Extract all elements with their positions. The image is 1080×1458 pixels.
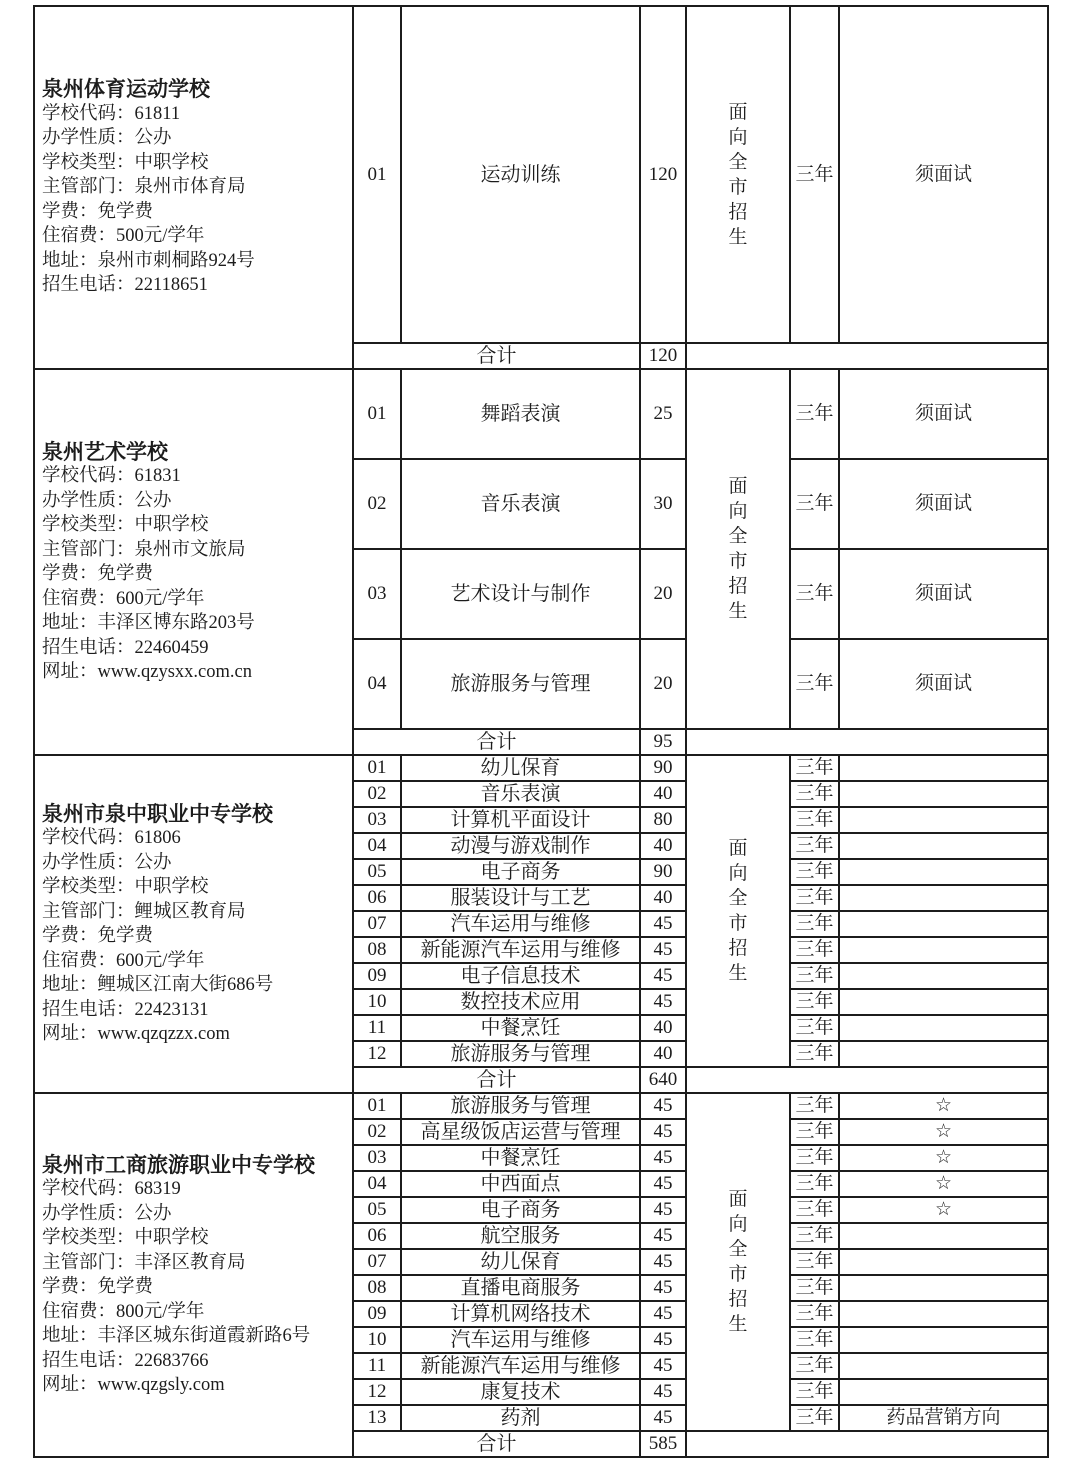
enrollment-count-cell: 45: [640, 1301, 686, 1327]
enrollment-count-cell: 45: [640, 1353, 686, 1379]
recruitment-scope-text: 面向全市招生: [728, 101, 748, 248]
enrollment-count-cell: 40: [640, 1015, 686, 1041]
duration-cell: 三年: [790, 937, 839, 963]
enrollment-count-cell: 45: [640, 1249, 686, 1275]
program-name-cell: 运动训练: [401, 6, 640, 343]
enrollment-count-cell: 45: [640, 989, 686, 1015]
program-name-cell: 计算机平面设计: [401, 807, 640, 833]
program-number-cell: 09: [353, 963, 401, 989]
enrollment-count-cell: 40: [640, 885, 686, 911]
school-info-line: 地址：泉州市刺桐路924号: [42, 250, 255, 271]
school-info-cell: [34, 1093, 353, 1457]
school-info-line: 网址：www.qzysxx.com.cn: [42, 662, 252, 682]
total-label-cell: 合计: [353, 1431, 640, 1457]
school-info-line: 学校类型：中职学校: [42, 152, 209, 173]
program-name-cell: 旅游服务与管理: [401, 1093, 640, 1119]
program-row: [34, 755, 1048, 781]
note-cell: [839, 755, 1048, 781]
duration-cell: 三年: [790, 1301, 839, 1327]
enrollment-count-cell: 45: [640, 963, 686, 989]
note-cell: [839, 989, 1048, 1015]
duration-cell: 三年: [790, 639, 839, 729]
note-cell: [839, 807, 1048, 833]
note-cell: [839, 885, 1048, 911]
recruitment-scope-text: 面向全市招生: [728, 476, 748, 622]
school-info-line: 招生电话：22683766: [42, 1350, 209, 1371]
duration-cell: 三年: [790, 1093, 839, 1119]
note-cell: ☆: [839, 1093, 1048, 1119]
school-info-line: 学校代码：61806: [42, 828, 181, 848]
program-number-cell: 08: [353, 1275, 401, 1301]
school-info-line: 招生电话：22423131: [42, 999, 209, 1020]
note-cell: [839, 1353, 1048, 1379]
school-info-line: 学校类型：中职学校: [42, 1228, 209, 1248]
school-info-line: 办学性质：公办: [42, 490, 172, 511]
program-number-cell: 01: [353, 6, 401, 343]
duration-cell: 三年: [790, 1171, 839, 1197]
total-label-cell: 合计: [353, 343, 640, 369]
program-name-cell: 数控技术应用: [401, 989, 640, 1015]
program-number-cell: 06: [353, 1223, 401, 1249]
duration-cell: 三年: [790, 885, 839, 911]
note-cell: 须面试: [839, 6, 1048, 343]
program-number-cell: 10: [353, 989, 401, 1015]
school-info-cell: [34, 6, 353, 369]
duration-cell: 三年: [790, 1379, 839, 1405]
program-name-cell: 幼儿保育: [401, 755, 640, 781]
school-name: 泉州市工商旅游职业中专学校: [42, 1152, 315, 1177]
note-cell: [839, 1041, 1048, 1067]
note-cell: [839, 1327, 1048, 1353]
note-cell: 须面试: [839, 639, 1048, 729]
program-row: [34, 369, 1048, 459]
duration-cell: 三年: [790, 459, 839, 549]
program-name-cell: 中西面点: [401, 1171, 640, 1197]
enrollment-count-cell: 45: [640, 937, 686, 963]
school-info-line: 住宿费：600元/学年: [42, 588, 205, 609]
school-name: 泉州艺术学校: [42, 439, 168, 464]
enrollment-count-cell: 90: [640, 755, 686, 781]
enrollment-count-cell: 45: [640, 1093, 686, 1119]
program-number-cell: 03: [353, 549, 401, 639]
recruitment-scope-cell: [686, 369, 790, 729]
note-cell: ☆: [839, 1197, 1048, 1223]
enrollment-count-cell: 25: [640, 369, 686, 459]
program-number-cell: 13: [353, 1405, 401, 1431]
program-name-cell: 艺术设计与制作: [401, 549, 640, 639]
recruitment-scope-text: 面向全市招生: [728, 838, 748, 984]
program-number-cell: 02: [353, 459, 401, 549]
program-number-cell: 02: [353, 1119, 401, 1145]
program-number-cell: 12: [353, 1041, 401, 1067]
enrollment-count-cell: 20: [640, 549, 686, 639]
enrollment-count-cell: 40: [640, 1041, 686, 1067]
duration-cell: 三年: [790, 755, 839, 781]
program-number-cell: 01: [353, 369, 401, 459]
total-empty-cell: [686, 343, 1048, 369]
duration-cell: 三年: [790, 911, 839, 937]
duration-cell: 三年: [790, 1353, 839, 1379]
school-info-line: 地址：鲤城区江南大街686号: [42, 975, 274, 995]
total-count-cell: 640: [640, 1067, 686, 1093]
enrollment-count-cell: 45: [640, 1145, 686, 1171]
school-info-line: 办学性质：公办: [42, 1203, 172, 1224]
total-count-cell: 95: [640, 729, 686, 755]
total-label-cell: 合计: [353, 1067, 640, 1093]
school-info-line: 办学性质：公办: [42, 852, 172, 873]
duration-cell: 三年: [790, 1249, 839, 1275]
school-info-line: 学费：免学费: [42, 201, 154, 222]
program-number-cell: 07: [353, 911, 401, 937]
school-info-line: 学校类型：中职学校: [42, 877, 209, 897]
duration-cell: 三年: [790, 1275, 839, 1301]
program-name-cell: 汽车运用与维修: [401, 911, 640, 937]
enrollment-count-cell: 40: [640, 833, 686, 859]
program-name-cell: 康复技术: [401, 1379, 640, 1405]
enrollment-count-cell: 90: [640, 859, 686, 885]
duration-cell: 三年: [790, 963, 839, 989]
program-number-cell: 07: [353, 1249, 401, 1275]
note-cell: [839, 911, 1048, 937]
program-number-cell: 04: [353, 1171, 401, 1197]
total-count-cell: 120: [640, 343, 686, 369]
program-number-cell: 11: [353, 1353, 401, 1379]
school-info-line: 学校代码：61831: [42, 466, 181, 486]
note-cell: ☆: [839, 1119, 1048, 1145]
note-cell: [839, 1379, 1048, 1405]
program-name-cell: 中餐烹饪: [401, 1145, 640, 1171]
duration-cell: 三年: [790, 1119, 839, 1145]
program-name-cell: 新能源汽车运用与维修: [401, 1353, 640, 1379]
recruitment-scope-cell: [686, 6, 790, 343]
program-name-cell: 电子商务: [401, 859, 640, 885]
school-info-line: 网址：www.qzgsly.com: [42, 1375, 225, 1395]
program-name-cell: 旅游服务与管理: [401, 1041, 640, 1067]
recruitment-scope-cell: [686, 1093, 790, 1431]
school-info-line: 主管部门：泉州市体育局: [42, 177, 246, 198]
note-cell: [839, 937, 1048, 963]
school-info-line: 主管部门：丰泽区教育局: [42, 1252, 246, 1273]
duration-cell: 三年: [790, 859, 839, 885]
note-cell: [839, 1015, 1048, 1041]
program-row: [34, 1093, 1048, 1119]
duration-cell: 三年: [790, 6, 839, 343]
duration-cell: 三年: [790, 1145, 839, 1171]
program-number-cell: 10: [353, 1327, 401, 1353]
school-info-line: 地址：丰泽区城东街道霞新路6号: [42, 1326, 311, 1346]
program-name-cell: 高星级饭店运营与管理: [401, 1119, 640, 1145]
school-info-line: 学费：免学费: [42, 564, 154, 584]
enrollment-count-cell: 45: [640, 1327, 686, 1353]
enrollment-count-cell: 80: [640, 807, 686, 833]
program-name-cell: 幼儿保育: [401, 1249, 640, 1275]
school-info-line: 住宿费：800元/学年: [42, 1301, 205, 1322]
program-row: [34, 6, 1048, 343]
school-info-line: 学校代码：61811: [42, 103, 181, 124]
duration-cell: 三年: [790, 1015, 839, 1041]
duration-cell: 三年: [790, 1223, 839, 1249]
note-cell: [839, 1275, 1048, 1301]
school-info-line: 办学性质：公办: [42, 128, 172, 149]
program-number-cell: 11: [353, 1015, 401, 1041]
school-enrollment-table: [33, 5, 1049, 1458]
program-number-cell: 09: [353, 1301, 401, 1327]
school-info-line: 学校代码：68319: [42, 1179, 181, 1199]
enrollment-count-cell: 45: [640, 1275, 686, 1301]
note-cell: 药品营销方向: [839, 1405, 1048, 1431]
enrollment-count-cell: 120: [640, 6, 686, 343]
enrollment-count-cell: 45: [640, 1405, 686, 1431]
duration-cell: 三年: [790, 1041, 839, 1067]
duration-cell: 三年: [790, 781, 839, 807]
program-name-cell: 计算机网络技术: [401, 1301, 640, 1327]
school-info-line: 地址：丰泽区博东路203号: [42, 613, 255, 633]
enrollment-count-cell: 45: [640, 1197, 686, 1223]
program-number-cell: 01: [353, 1093, 401, 1119]
school-info-cell: [34, 755, 353, 1093]
school-name: 泉州体育运动学校: [42, 77, 210, 102]
recruitment-scope-text: 面向全市招生: [728, 1189, 748, 1335]
duration-cell: 三年: [790, 1327, 839, 1353]
duration-cell: 三年: [790, 989, 839, 1015]
program-name-cell: 音乐表演: [401, 781, 640, 807]
note-cell: [839, 963, 1048, 989]
enrollment-count-cell: 45: [640, 1171, 686, 1197]
note-cell: ☆: [839, 1145, 1048, 1171]
duration-cell: 三年: [790, 833, 839, 859]
program-name-cell: 药剂: [401, 1405, 640, 1431]
program-number-cell: 05: [353, 859, 401, 885]
program-name-cell: 舞蹈表演: [401, 369, 640, 459]
note-cell: [839, 833, 1048, 859]
school-info-line: 住宿费：500元/学年: [42, 226, 205, 247]
note-cell: ☆: [839, 1171, 1048, 1197]
school-info-line: 招生电话：22118651: [42, 275, 208, 296]
school-info-line: 主管部门：泉州市文旅局: [42, 539, 246, 560]
enrollment-count-cell: 30: [640, 459, 686, 549]
school-name: 泉州市泉中职业中专学校: [42, 801, 273, 826]
duration-cell: 三年: [790, 369, 839, 459]
recruitment-scope-cell: [686, 755, 790, 1067]
program-name-cell: 航空服务: [401, 1223, 640, 1249]
total-label-cell: 合计: [353, 729, 640, 755]
program-number-cell: 02: [353, 781, 401, 807]
note-cell: 须面试: [839, 369, 1048, 459]
school-info-cell: [34, 369, 353, 755]
note-cell: 须面试: [839, 549, 1048, 639]
program-name-cell: 汽车运用与维修: [401, 1327, 640, 1353]
note-cell: [839, 1249, 1048, 1275]
school-info-line: 主管部门：鲤城区教育局: [42, 901, 246, 922]
school-info-line: 招生电话：22460459: [42, 637, 209, 658]
school-info-line: 住宿费：600元/学年: [42, 950, 205, 971]
program-name-cell: 音乐表演: [401, 459, 640, 549]
note-cell: [839, 781, 1048, 807]
program-number-cell: 06: [353, 885, 401, 911]
program-number-cell: 01: [353, 755, 401, 781]
enrollment-count-cell: 45: [640, 1119, 686, 1145]
school-info-line: 学费：免学费: [42, 1277, 154, 1297]
note-cell: [839, 1223, 1048, 1249]
program-number-cell: 03: [353, 807, 401, 833]
total-empty-cell: [686, 1067, 1048, 1093]
program-name-cell: 旅游服务与管理: [401, 639, 640, 729]
program-name-cell: 动漫与游戏制作: [401, 833, 640, 859]
enrollment-count-cell: 45: [640, 911, 686, 937]
program-number-cell: 04: [353, 833, 401, 859]
enrollment-count-cell: 45: [640, 1223, 686, 1249]
program-number-cell: 12: [353, 1379, 401, 1405]
duration-cell: 三年: [790, 807, 839, 833]
program-name-cell: 电子商务: [401, 1197, 640, 1223]
total-empty-cell: [686, 729, 1048, 755]
duration-cell: 三年: [790, 549, 839, 639]
program-number-cell: 08: [353, 937, 401, 963]
program-name-cell: 新能源汽车运用与维修: [401, 937, 640, 963]
program-name-cell: 直播电商服务: [401, 1275, 640, 1301]
program-name-cell: 中餐烹饪: [401, 1015, 640, 1041]
school-info-line: 学校类型：中职学校: [42, 515, 209, 535]
note-cell: [839, 859, 1048, 885]
total-empty-cell: [686, 1431, 1048, 1457]
school-info-line: 学费：免学费: [42, 926, 154, 946]
enrollment-count-cell: 45: [640, 1379, 686, 1405]
program-number-cell: 04: [353, 639, 401, 729]
note-cell: [839, 1301, 1048, 1327]
duration-cell: 三年: [790, 1405, 839, 1431]
program-name-cell: 电子信息技术: [401, 963, 640, 989]
program-number-cell: 03: [353, 1145, 401, 1171]
program-name-cell: 服装设计与工艺: [401, 885, 640, 911]
note-cell: 须面试: [839, 459, 1048, 549]
enrollment-count-cell: 20: [640, 639, 686, 729]
program-number-cell: 05: [353, 1197, 401, 1223]
enrollment-count-cell: 40: [640, 781, 686, 807]
total-count-cell: 585: [640, 1431, 686, 1457]
school-info-line: 网址：www.qzqzzx.com: [42, 1024, 230, 1044]
duration-cell: 三年: [790, 1197, 839, 1223]
